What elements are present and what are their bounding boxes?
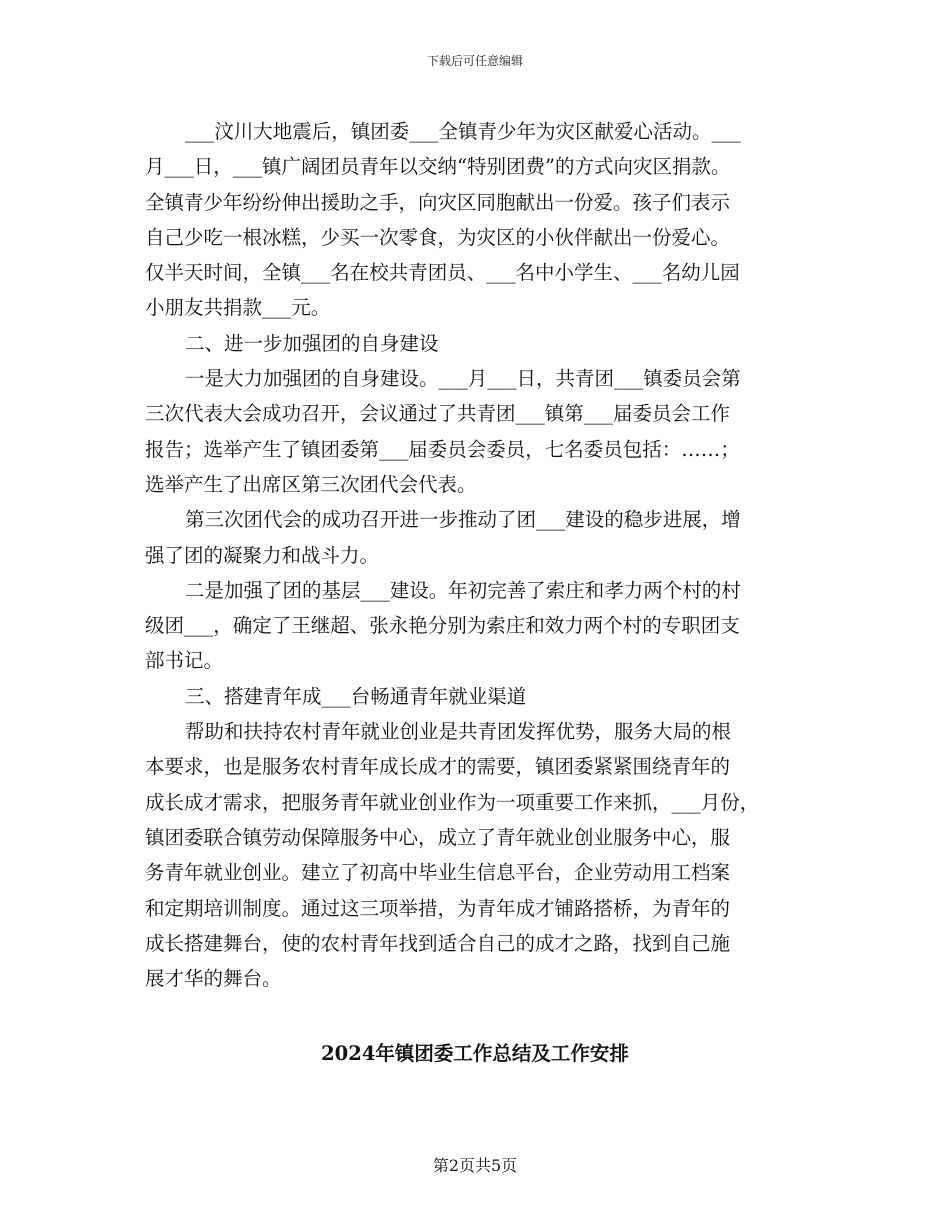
document-title: 2024年镇团委工作总结及工作安排 xyxy=(321,1042,629,1065)
body-line: 小朋友共捐款___元。 xyxy=(145,296,331,320)
body-line: 月___日，___镇广阔团员青年以交纳“特别团费”的方式向灾区捐款。 xyxy=(145,155,731,179)
body-line: 和定期培训制度。通过这三项举措，为青年成才铺路搭桥，为青年的 xyxy=(145,896,731,920)
body-line: 全镇青少年纷纷伸出援助之手，向灾区同胞献出一份爱。孩子们表示 xyxy=(145,190,731,214)
body-line: 务青年就业创业。建立了初高中毕业生信息平台，企业劳动用工档案 xyxy=(145,861,731,885)
body-line: 二是加强了团的基层___建设。年初完善了索庄和孝力两个村的村 xyxy=(185,578,741,602)
document-body xyxy=(145,114,815,996)
body-line: 三次代表大会成功召开，会议通过了共青团___镇第___届委员会工作 xyxy=(145,402,731,426)
body-line: 成长成才需求，把服务青年就业创业作为一项重要工作来抓，___月份， xyxy=(145,790,760,814)
body-line: 本要求，也是服务农村青年成长成才的需要，镇团委紧紧围绕青年的 xyxy=(145,755,731,779)
body-line: ___汶川大地震后，镇团委___全镇青少年为灾区献爱心活动。___ xyxy=(185,120,741,143)
body-line: 仅半天时间，全镇___名在校共青团员、___名中小学生、___名幼儿园 xyxy=(145,261,740,285)
header-note: 下载后可任意编辑 xyxy=(426,54,523,68)
section-heading: 三、搭建青年成___台畅通青年就业渠道 xyxy=(185,684,527,708)
body-line: 一是大力加强团的自身建设。___月___日，共青团___镇委员会第 xyxy=(185,367,741,391)
body-line: 级团___，确定了王继超、张永艳分别为索庄和效力两个村的专职团支 xyxy=(145,614,740,638)
body-line: 成长搭建舞台，使的农村青年找到适合自己的成才之路，找到自己施 xyxy=(145,931,731,955)
body-line: 强了团的凝聚力和战斗力。 xyxy=(145,543,380,567)
section-heading: 二、进一步加强团的自身建设 xyxy=(185,331,439,355)
body-line: 帮助和扶持农村青年就业创业是共青团发挥优势，服务大局的根 xyxy=(185,720,732,744)
page-number: 第2页共5页 xyxy=(432,1156,518,1175)
body-line: 展才华的舞台。 xyxy=(145,967,282,991)
body-line: 报告；选举产生了镇团委第___届委员会委员，七名委员包括：……； xyxy=(145,437,740,461)
body-line: 镇团委联合镇劳动保障服务中心，成立了青年就业创业服务中心，服 xyxy=(145,825,731,849)
body-line: 部书记。 xyxy=(145,649,224,673)
body-line: 选举产生了出席区第三次团代会代表。 xyxy=(145,472,477,496)
body-line: 第三次团代会的成功召开进一步推动了团___建设的稳步进展，增 xyxy=(185,508,741,532)
body-line: 自己少吃一根冰糕，少买一次零食，为灾区的小伙伴献出一份爱心。 xyxy=(145,225,731,249)
